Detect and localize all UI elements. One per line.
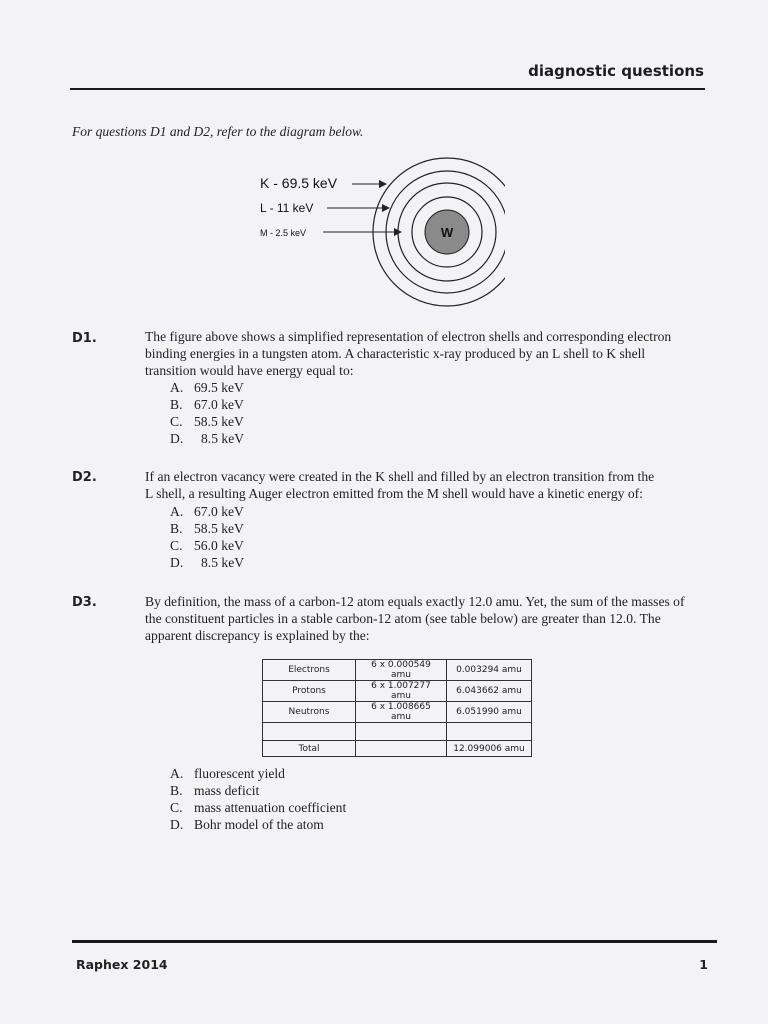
m-shell-label: M - 2.5 keV xyxy=(260,228,307,238)
page-number: 1 xyxy=(699,957,708,972)
table-cell: 6.051990 amu xyxy=(447,702,532,723)
table-cell xyxy=(356,723,447,741)
nucleus-label: W xyxy=(440,225,454,240)
answer-option: D. Bohr model of the atom xyxy=(170,817,324,832)
answer-option: D. 8.5 keV xyxy=(170,555,245,570)
table-row xyxy=(263,681,532,702)
electron-shell-diagram xyxy=(255,155,505,315)
question-line: L shell, a resulting Auger electron emitted from the M shell would have a kinetic energy of: xyxy=(145,486,643,501)
table-row xyxy=(263,660,532,681)
l-shell-label: L - 11 keV xyxy=(260,201,314,215)
answer-option: C. mass attenuation coefficient xyxy=(170,800,347,815)
answer-option: D. 8.5 keV xyxy=(170,431,245,446)
table-cell xyxy=(263,723,356,741)
k-shell-label: K - 69.5 keV xyxy=(260,175,338,191)
question-number-d3: D3. xyxy=(72,595,97,610)
table-cell xyxy=(447,723,532,741)
table-cell: Neutrons xyxy=(263,702,356,723)
table-row xyxy=(263,702,532,723)
table-cell: 6 x 0.000549 amu xyxy=(356,660,447,681)
answer-options-d1 xyxy=(170,379,244,447)
question-line: By definition, the mass of a carbon-12 atom equals exactly 12.0 amu. Yet, the sum of the masses of xyxy=(145,594,685,609)
table-cell: 12.099006 amu xyxy=(447,741,532,757)
answer-option: C. 58.5 keV xyxy=(170,414,244,429)
answer-option: B. mass deficit xyxy=(170,783,260,798)
table-cell: 6 x 1.008665 amu xyxy=(356,702,447,723)
question-line: The figure above shows a simplified representation of electron shells and corresponding electron xyxy=(145,329,672,344)
answer-option: A. fluorescent yield xyxy=(170,766,285,781)
section-title: diagnostic questions xyxy=(528,62,704,80)
answer-option: B. 67.0 keV xyxy=(170,397,244,412)
table-cell: 6.043662 amu xyxy=(447,681,532,702)
header-rule xyxy=(70,88,705,90)
question-line: binding energies in a tungsten atom. A characteristic x-ray produced by an L shell to K shell xyxy=(145,346,646,361)
question-line: the constituent particles in a stable carbon-12 atom (see table below) are greater than 12.0. The xyxy=(145,611,661,626)
answer-option: A. 67.0 keV xyxy=(170,504,244,519)
intro-instruction: For questions D1 and D2, refer to the diagram below. xyxy=(72,124,364,139)
table-cell: 6 x 1.007277 amu xyxy=(356,681,447,702)
question-text-d2 xyxy=(145,468,715,502)
answer-option: C. 56.0 keV xyxy=(170,538,244,553)
answer-option: A. 69.5 keV xyxy=(170,380,244,395)
table-cell: Electrons xyxy=(263,660,356,681)
question-text-d3 xyxy=(145,593,715,644)
table-cell: 0.003294 amu xyxy=(447,660,532,681)
answer-options-d3 xyxy=(170,765,346,833)
table-cell xyxy=(356,741,447,757)
question-line: If an electron vacancy were created in the K shell and filled by an electron transition from the xyxy=(145,469,655,484)
question-number-d2: D2. xyxy=(72,470,97,485)
table-cell: Protons xyxy=(263,681,356,702)
answer-option: B. 58.5 keV xyxy=(170,521,244,536)
question-line: apparent discrepancy is explained by the: xyxy=(145,628,370,643)
table-row xyxy=(263,723,532,741)
table-row xyxy=(263,741,532,757)
answer-options-d2 xyxy=(170,503,244,571)
footer-rule xyxy=(72,940,717,943)
question-line: transition would have energy equal to: xyxy=(145,363,354,378)
footer-publication: Raphex 2014 xyxy=(76,957,168,972)
table-cell: Total xyxy=(263,741,356,757)
question-text-d1 xyxy=(145,328,715,379)
particle-mass-table xyxy=(262,659,532,757)
question-number-d1: D1. xyxy=(72,331,97,346)
